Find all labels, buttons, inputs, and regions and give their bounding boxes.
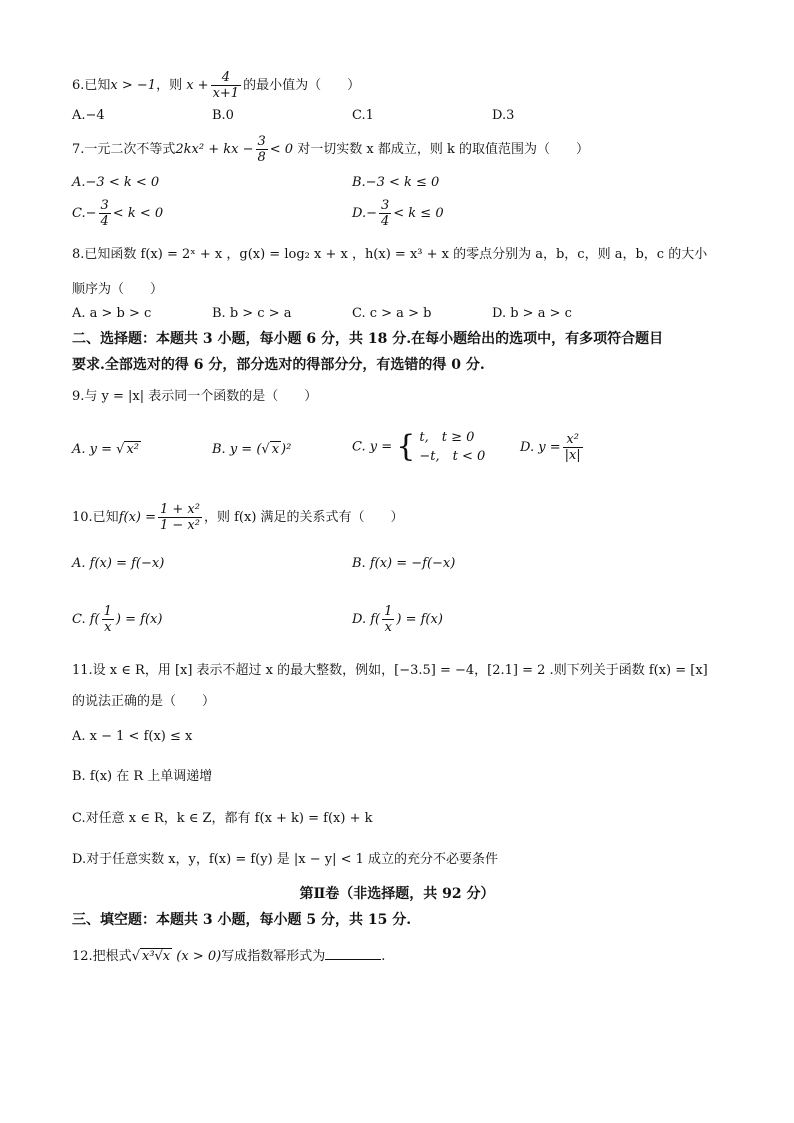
q6-stem-end: 的最小值为（ ） (243, 78, 361, 93)
q6-condition: x > −1 (110, 78, 157, 93)
q9-option-d-denominator: |x| (564, 448, 581, 463)
q8-option-b: B. b > c > a (212, 306, 292, 321)
q10-option-d-denominator: x (382, 619, 394, 635)
q9-option-b-prefix: B. y = ( (212, 442, 262, 457)
q10-option-d-prefix: D. f( (352, 612, 381, 627)
q6-stem-start: 6.已知 (72, 78, 111, 93)
q10-option-d-numerator: 1 (384, 604, 393, 619)
q6-fraction-numerator: 4 (221, 70, 230, 85)
q9-option-b-suffix: )² (281, 442, 292, 457)
section-2-heading: 二、选择题：本题共 3 小题，每小题 6 分，共 18 分.在每小题给出的选项中，有多项符合题目 (72, 331, 664, 347)
q7-stem-end: 对一切实数 x 都成立，则 k 的取值范围为（ ） (297, 142, 589, 157)
q7-fraction-denominator: 8 (257, 150, 266, 165)
q8-option-d: D. b > a > c (492, 306, 572, 321)
q6-fraction-denominator: x+1 (212, 86, 240, 101)
q7-option-d (352, 198, 444, 229)
q11-option-a: A. x − 1 < f(x) ≤ x (72, 729, 193, 744)
q6-option-d: D.3 (492, 108, 515, 123)
question-8-stem: 8.已知函数 f(x) = 2ˣ + x ，g(x) = log₂ x + x ，h(x) = x³ + x 的零点分别为 a，b，c，则 a，b，c 的大小 (72, 247, 708, 262)
q10-option-a: A. f(x) = f(−x) (72, 556, 165, 571)
q6-stem-middle: ，则 (156, 78, 183, 93)
question-11-stem-continued: 的说法正确的是（ ） (72, 694, 216, 709)
q10-option-c (72, 604, 162, 635)
q12-period: . (381, 949, 386, 964)
q7-option-c-suffix: < k < 0 (112, 206, 164, 221)
q7-option-a: A.−3 < k < 0 (72, 175, 160, 190)
q7-option-d-numerator: 3 (380, 198, 390, 213)
q9-option-c-prefix: C. y = (352, 439, 393, 455)
q9-option-c-brace: { (396, 429, 416, 464)
question-6-stem (72, 70, 360, 101)
q7-fraction-numerator: 3 (257, 134, 266, 149)
q6-option-b: B.0 (212, 108, 234, 123)
question-10-stem (72, 502, 404, 533)
q7-expression: 2kx² + kx − (175, 142, 254, 157)
q7-stem-start: 7.一元二次不等式 (72, 142, 176, 157)
q7-option-c-denominator: 4 (100, 214, 109, 229)
q7-option-d-denominator: 4 (380, 214, 390, 229)
q9-option-d-numerator: x² (566, 432, 579, 447)
q7-fraction (256, 134, 268, 165)
q10-fraction-denominator: 1 − x² (160, 518, 200, 533)
question-12-stem: 12.把根式√ x³√x (x > 0)写成指数幂形式为 . (72, 945, 385, 967)
q7-option-c-numerator: 3 (100, 198, 109, 213)
q8-option-a: A. a > b > c (72, 306, 152, 321)
q11-option-c: C.对任意 x ∈ R，k ∈ Z，都有 f(x + k) = f(x) + k (72, 811, 373, 826)
q9-option-d-fraction (563, 432, 583, 463)
q10-stem-start: 10.已知 (72, 510, 119, 525)
question-11-stem: 11.设 x ∈ R，用 [x] 表示不超过 x 的最大整数，例如，[−3.5] = −4，[2.1] = 2 .则下列关于函数 f(x) = [x] (72, 663, 708, 678)
q10-option-c-numerator: 1 (103, 604, 112, 619)
q9-option-d (520, 432, 585, 463)
q6-expression: x + (186, 78, 209, 93)
q9-option-a-radicand: x² (126, 442, 139, 457)
q10-option-c-fraction (102, 604, 114, 635)
q10-stem-end: ，则 f(x) 满足的关系式有（ ） (203, 510, 404, 525)
q10-option-b: B. f(x) = −f(−x) (352, 556, 456, 571)
question-8-stem-continued: 顺序为（ ） (72, 282, 164, 297)
q9-option-c-case-2: −t, t < 0 (419, 449, 486, 464)
q9-option-d-prefix: D. y = (520, 440, 561, 455)
q7-option-b: B.−3 < k ≤ 0 (352, 175, 440, 190)
q7-option-d-suffix: < k ≤ 0 (393, 206, 444, 221)
section-3-heading: 三、填空题：本题共 3 小题，每小题 5 分，共 15 分. (72, 912, 412, 928)
q10-expression: f(x) = (118, 510, 156, 525)
q8-option-c: C. c > a > b (352, 306, 432, 321)
q10-option-c-suffix: ) = f(x) (115, 612, 163, 627)
q7-option-d-prefix: D.− (352, 206, 377, 221)
q12-stem-start: 12.把根式 (72, 949, 132, 964)
q12-radicand: x³√x (141, 949, 171, 964)
q9-option-b: B. y = (√ x )² (212, 442, 292, 457)
q7-inequality: < 0 (269, 142, 294, 157)
question-9-stem: 9.与 y = |x| 表示同一个函数的是（ ） (72, 389, 318, 404)
q10-fraction (158, 502, 202, 533)
q9-option-b-radicand: x (271, 442, 280, 457)
q7-option-c-fraction (99, 198, 111, 229)
q9-option-a: A. y = √ x² (72, 442, 139, 457)
part-2-title: 第Ⅱ卷（非选择题，共 92 分） (299, 886, 495, 902)
q9-option-a-prefix: A. y = (72, 442, 113, 457)
q9-option-c-cases (419, 428, 485, 466)
q11-option-d: D.对于任意实数 x，y，f(x) = f(y) 是 |x − y| < 1 成立的充分不必要条件 (72, 852, 499, 867)
q9-option-c-case-1: t, t ≥ 0 (419, 430, 475, 445)
q7-option-c (72, 198, 163, 229)
q6-fraction (211, 70, 242, 101)
q12-condition: (x > 0) (176, 949, 222, 964)
section-2-heading-continued: 要求.全部选对的得 6 分，部分选对的得部分分，有选错的得 0 分. (72, 357, 485, 373)
q10-option-d-suffix: ) = f(x) (396, 612, 443, 627)
q10-option-c-denominator: x (102, 619, 114, 635)
q12-answer-blank[interactable] (325, 945, 381, 960)
q10-option-d (352, 604, 443, 635)
q10-option-d-fraction (382, 604, 394, 635)
q12-stem-end: 写成指数幂形式为 (221, 949, 326, 964)
q10-option-c-prefix: C. f( (72, 612, 100, 627)
q11-option-b: B. f(x) 在 R 上单调递增 (72, 769, 213, 784)
q6-option-a: A.−4 (72, 108, 105, 123)
q7-option-d-fraction (379, 198, 391, 229)
q7-option-c-prefix: C.− (72, 206, 97, 221)
q9-option-c (352, 428, 485, 466)
q10-fraction-numerator: 1 + x² (160, 502, 200, 517)
q6-option-c: C.1 (352, 108, 374, 123)
question-7-stem (72, 134, 589, 165)
